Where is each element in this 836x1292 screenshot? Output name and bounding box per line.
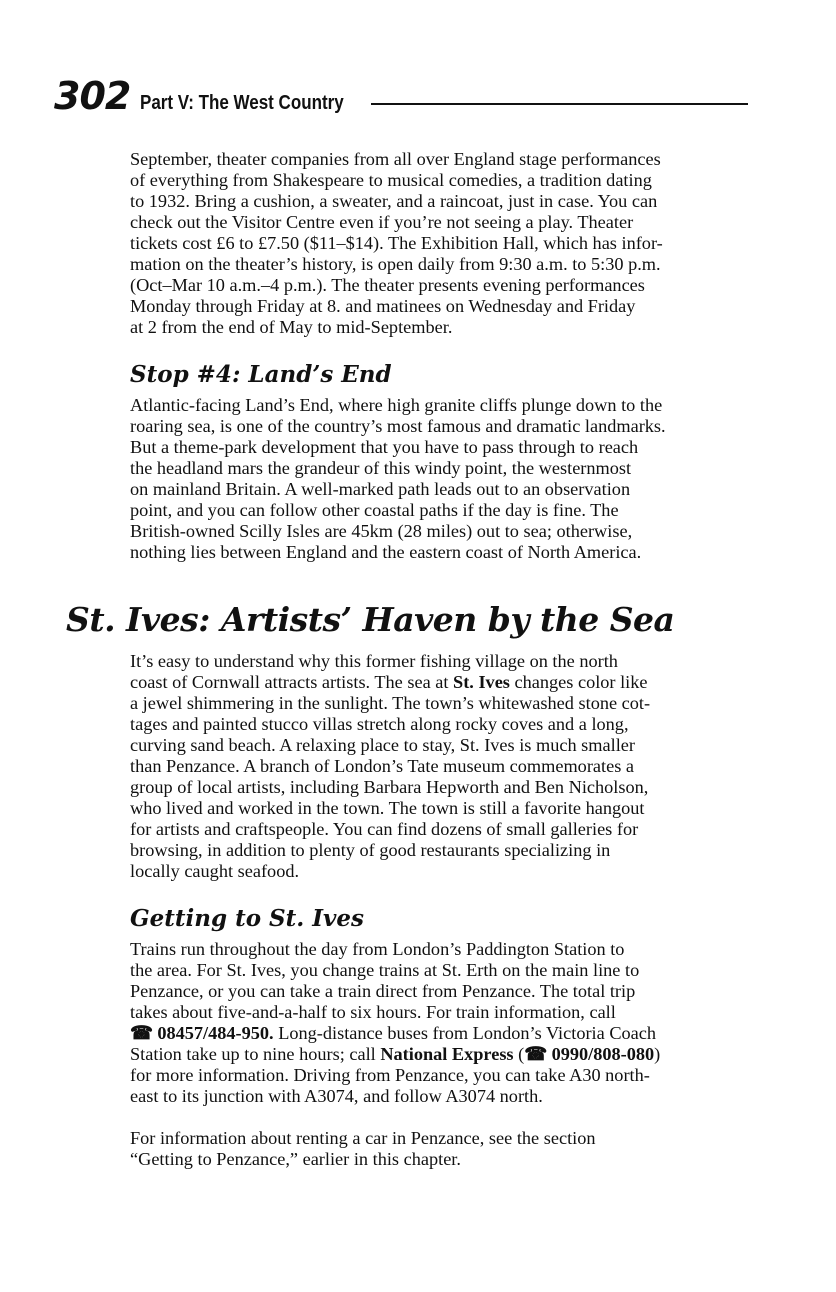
text-segment: east to its junction with A3074, and follow A3074 north. <box>130 1086 543 1106</box>
text-segment: who lived and worked in the town. The town is still a favorite hangout <box>130 798 645 818</box>
text-segment: Trains run throughout the day from London’s Paddington Station to <box>130 939 625 959</box>
text-line <box>130 233 770 254</box>
text-segment: It’s easy to understand why this former fishing village on the north <box>130 651 618 671</box>
text-segment: the area. For St. Ives, you change trains at St. Erth on the main line to <box>130 960 640 980</box>
running-header <box>54 74 380 118</box>
text-line <box>130 861 770 882</box>
text-segment: a jewel shimmering in the sunlight. The town’s whitewashed stone cot- <box>130 693 651 713</box>
text-segment: browsing, in addition to plenty of good restaurants specializing in <box>130 840 611 860</box>
text-line <box>130 651 770 672</box>
part-title: Part V: The West Country <box>140 92 345 114</box>
text-line <box>130 395 770 416</box>
text-line <box>130 714 770 735</box>
text-segment: curving sand beach. A relaxing place to stay, St. Ives is much smaller <box>130 735 635 755</box>
text-line <box>130 149 770 170</box>
text-line <box>130 960 770 981</box>
paragraph-car-rental <box>130 1128 770 1170</box>
paragraph-lands-end <box>130 395 770 563</box>
paragraph-minack-theatre <box>130 149 770 338</box>
text-segment: tages and painted stucco villas stretch along rocky coves and a long, <box>130 714 629 734</box>
text-segment: Station take up to nine hours; call <box>130 1044 381 1064</box>
text-line <box>130 542 770 563</box>
text-line <box>130 479 770 500</box>
text-line <box>130 437 770 458</box>
text-line <box>130 840 770 861</box>
text-line <box>130 1002 770 1023</box>
text-line <box>130 500 770 521</box>
text-segment: to 1932. Bring a cushion, a sweater, and a raincoat, just in case. You can <box>130 191 658 211</box>
text-line <box>130 296 770 317</box>
text-segment: on mainland Britain. A well-marked path leads out to an observation <box>130 479 631 499</box>
text-segment: of everything from Shakespeare to musical comedies, a tradition dating <box>130 170 652 190</box>
text-segment: “Getting to Penzance,” earlier in this chapter. <box>130 1149 461 1169</box>
text-line <box>130 254 770 275</box>
text-segment: the headland mars the grandeur of this windy point, the westernmost <box>130 458 632 478</box>
text-line <box>130 1023 770 1044</box>
text-segment: point, and you can follow other coastal paths if the day is fine. The <box>130 500 619 520</box>
text-line <box>130 981 770 1002</box>
text-line <box>130 1065 770 1086</box>
text-line <box>130 212 770 233</box>
text-line <box>130 672 770 693</box>
text-line <box>130 521 770 542</box>
header-rule <box>371 103 748 105</box>
text-line <box>130 458 770 479</box>
bold-text: ☎ 08457/484-950. <box>130 1023 274 1043</box>
text-line <box>130 170 770 191</box>
text-line <box>130 1086 770 1107</box>
text-segment: at 2 from the end of May to mid-September. <box>130 317 453 337</box>
text-segment: takes about five-and-a-half to six hours. For train information, call <box>130 1002 616 1022</box>
text-segment: than Penzance. A branch of London’s Tate museum commemorates a <box>130 756 635 776</box>
text-segment: group of local artists, including Barbara Hepworth and Ben Nicholson, <box>130 777 649 797</box>
text-line <box>130 777 770 798</box>
text-line <box>130 1128 770 1149</box>
text-segment: nothing lies between England and the eastern coast of North America. <box>130 542 642 562</box>
text-line <box>130 1044 770 1065</box>
text-segment: For information about renting a car in Penzance, see the section <box>130 1128 596 1148</box>
text-line <box>130 693 770 714</box>
paragraph-st-ives-intro <box>130 651 770 882</box>
text-segment: ( <box>513 1044 525 1064</box>
paragraph-getting-there <box>130 939 770 1107</box>
text-segment: ) <box>654 1044 661 1064</box>
text-segment: mation on the theater’s history, is open daily from 9:30 a.m. to 5:30 p.m. <box>130 254 661 274</box>
text-line <box>130 191 770 212</box>
bold-text: ☎ 0990/808-080 <box>524 1044 655 1064</box>
heading-stop-4: Stop #4: Land’s End <box>130 361 392 388</box>
text-segment: for more information. Driving from Penzance, you can take A30 north- <box>130 1065 650 1085</box>
bold-text: St. Ives <box>453 672 510 692</box>
text-segment: Monday through Friday at 8. and matinees on Wednesday and Friday <box>130 296 636 316</box>
text-line <box>130 416 770 437</box>
text-line <box>130 819 770 840</box>
text-segment: locally caught seafood. <box>130 861 300 881</box>
text-line <box>130 275 770 296</box>
text-segment: But a theme-park development that you have to pass through to reach <box>130 437 639 457</box>
text-segment: check out the Visitor Centre even if you’re not seeing a play. Theater <box>130 212 634 232</box>
text-segment: British-owned Scilly Isles are 45km (28 miles) out to sea; otherwise, <box>130 521 633 541</box>
text-line <box>130 939 770 960</box>
text-line <box>130 735 770 756</box>
text-segment: for artists and craftspeople. You can find dozens of small galleries for <box>130 819 639 839</box>
heading-st-ives: St. Ives: Artists’ Haven by the Sea <box>66 600 675 639</box>
text-segment: September, theater companies from all over England stage performances <box>130 149 661 169</box>
text-segment: Long-distance buses from London’s Victoria Coach <box>273 1023 657 1043</box>
text-line <box>130 798 770 819</box>
text-line <box>130 756 770 777</box>
text-segment: Atlantic-facing Land’s End, where high granite cliffs plunge down to the <box>130 395 663 415</box>
text-line <box>130 1149 770 1170</box>
bold-text: National Express <box>380 1044 514 1064</box>
text-segment: tickets cost £6 to £7.50 ($11–$14). The Exhibition Hall, which has infor- <box>130 233 663 253</box>
heading-getting-to-st-ives: Getting to St. Ives <box>130 905 364 932</box>
text-segment: (Oct–Mar 10 a.m.–4 p.m.). The theater presents evening performances <box>130 275 645 295</box>
page-number: 302 <box>54 74 131 118</box>
text-segment: roaring sea, is one of the country’s most famous and dramatic landmarks. <box>130 416 666 436</box>
text-segment: Penzance, or you can take a train direct from Penzance. The total trip <box>130 981 636 1001</box>
text-line <box>130 317 770 338</box>
text-segment: changes color like <box>509 672 648 692</box>
text-segment: coast of Cornwall attracts artists. The sea at <box>130 672 454 692</box>
